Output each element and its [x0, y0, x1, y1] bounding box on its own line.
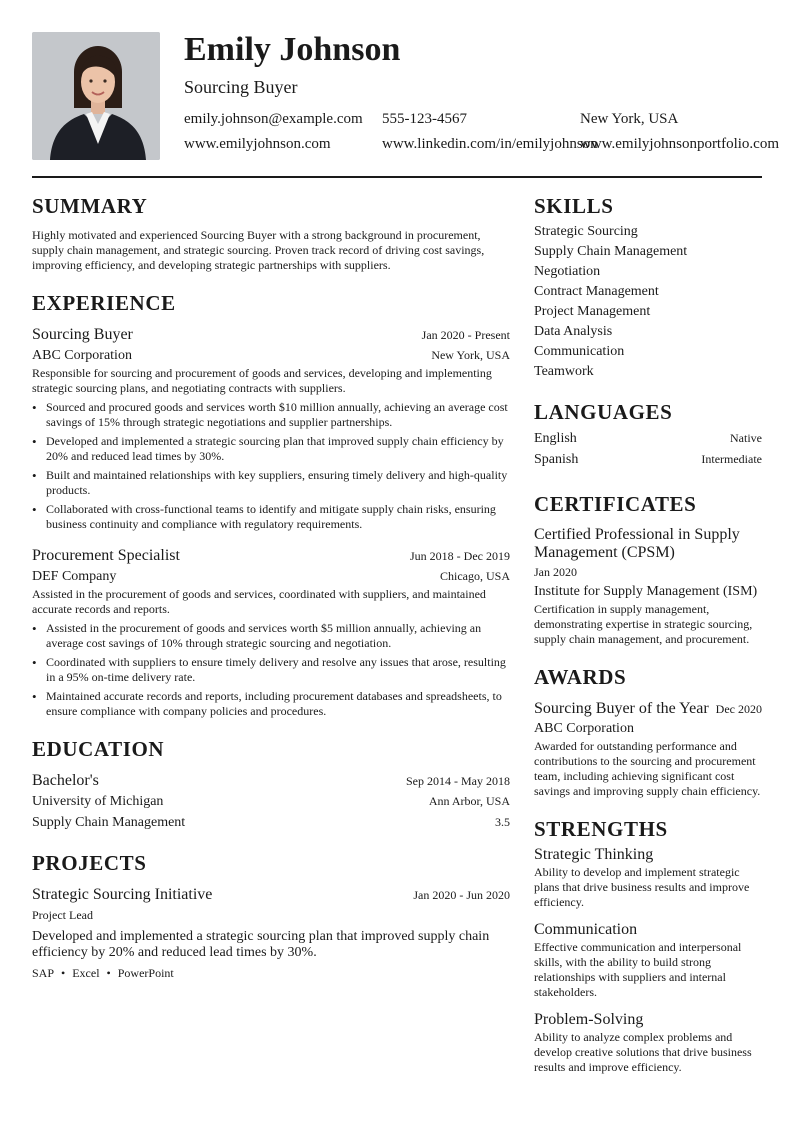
contact-email[interactable]: emily.johnson@example.com: [184, 111, 363, 127]
strength-item: [534, 1010, 762, 1075]
tool-separator: •: [61, 966, 66, 980]
award-description: Awarded for outstanding performance and contributions to the sourcing and procurement team, including achieving significant cost savings and improving supply chain efficiency.: [534, 739, 761, 798]
language-name: English: [534, 431, 577, 446]
awards-section: [534, 663, 762, 799]
awards-heading: AWARDS: [534, 665, 627, 689]
strength-name: Problem-Solving: [534, 1011, 644, 1028]
award-date: Dec 2020: [715, 702, 762, 716]
tool-tag: Excel: [72, 966, 100, 980]
skills-heading: SKILLS: [534, 194, 614, 218]
education-location: Ann Arbor, USA: [428, 794, 510, 808]
certificates-heading: CERTIFICATES: [534, 492, 697, 516]
job-role: Sourcing Buyer: [32, 326, 133, 343]
contact-website[interactable]: www.emilyjohnson.com: [184, 136, 331, 152]
experience-entry: [32, 325, 510, 532]
experience-section: [32, 289, 510, 719]
strength-item: [534, 920, 762, 1000]
skills-section: [534, 192, 762, 382]
languages-section: [534, 398, 762, 470]
job-dates: Jan 2020 - Present: [421, 328, 510, 342]
certificate-issuer: Institute for Supply Management (ISM): [534, 584, 758, 599]
projects-section: [32, 849, 510, 981]
strengths-heading: STRENGTHS: [534, 817, 668, 841]
skill-item: Communication: [534, 344, 625, 359]
skill-item: Strategic Sourcing: [534, 224, 638, 239]
achievement-item: • Sourced and procured goods and services worth $10 million annually, achieving an average cost savings of 15% through strategic negotiations and supplier partnerships.: [32, 400, 510, 430]
tool-separator: •: [106, 966, 111, 980]
contact-location: New York, USA: [580, 111, 679, 127]
certificate-date: Jan 2020: [534, 565, 577, 579]
strength-name: Communication: [534, 921, 638, 938]
project-role: Project Lead: [32, 908, 93, 922]
projects-heading: PROJECTS: [32, 851, 147, 875]
job-achievements: [32, 621, 510, 719]
strength-description: Effective communication and interpersonal skills, with the ability to build strong relationships with suppliers and internal stakeholders.: [534, 940, 742, 999]
tool-tag: PowerPoint: [117, 966, 174, 980]
skill-item: Data Analysis: [534, 324, 613, 339]
strength-description: Ability to develop and implement strategic plans that drive business results and improve efficiency.: [534, 865, 750, 909]
award-name: Sourcing Buyer of the Year: [534, 700, 709, 717]
education-dates: Sep 2014 - May 2018: [406, 774, 510, 788]
job-location: Chicago, USA: [440, 569, 510, 583]
job-company: DEF Company: [32, 569, 117, 584]
candidate-name: Emily Johnson: [184, 31, 401, 68]
job-role: Procurement Specialist: [32, 547, 180, 564]
education-heading: EDUCATION: [32, 737, 165, 761]
summary-section: [32, 192, 510, 273]
language-item: [534, 428, 762, 449]
education-field: Supply Chain Management: [32, 815, 186, 830]
profile-photo: [32, 32, 160, 160]
certificates-section: [534, 490, 762, 647]
summary-heading: SUMMARY: [32, 194, 148, 218]
project-name: Strategic Sourcing Initiative: [32, 886, 213, 903]
achievement-item: • Collaborated with cross-functional teams to identify and mitigate supply chain risks, ensuring business continuity and compliance with regulatory requirements.: [32, 502, 510, 532]
language-level: Native: [730, 431, 762, 445]
contact-linkedin[interactable]: www.linkedin.com/in/emilyjohnson: [382, 136, 598, 152]
project-description: Developed and implemented a strategic sourcing plan that improved supply chain efficiency by 20% and reduced lead times by 30%.: [32, 929, 490, 960]
left-column: [32, 192, 510, 997]
education-school: University of Michigan: [32, 794, 164, 809]
achievement-item: • Built and maintained relationships with key suppliers, ensuring timely delivery and high-quality products.: [32, 468, 510, 498]
strength-description: Ability to analyze complex problems and develop creative solutions that drive business results and improve efficiency.: [534, 1030, 752, 1074]
education-section: [32, 735, 510, 833]
profile-photo-illustration: [32, 32, 160, 160]
language-level: Intermediate: [701, 452, 762, 466]
language-item: [534, 449, 762, 470]
award-issuer: ABC Corporation: [534, 721, 634, 736]
job-description: Responsible for sourcing and procurement of goods and services, developing and implementing strategic sourcing plans, and negotiating contracts with suppliers.: [32, 366, 492, 395]
job-company: ABC Corporation: [32, 348, 132, 363]
strengths-section: [534, 815, 762, 1075]
job-description: Assisted in the procurement of goods and services, coordinated with suppliers, and maintained accurate records and reports.: [32, 587, 486, 616]
job-location: New York, USA: [431, 348, 510, 362]
languages-heading: LANGUAGES: [534, 400, 673, 424]
tool-tag: SAP: [32, 966, 55, 980]
contact-portfolio[interactable]: www.emilyjohnsonportfolio.com: [580, 136, 780, 152]
right-column: [534, 192, 762, 1091]
skill-item: Project Management: [534, 304, 651, 319]
achievement-item: • Coordinated with suppliers to ensure timely delivery and resolve any issues that arose, resulting in a 95% on-time delivery rate.: [32, 655, 510, 685]
education-degree: Bachelor's: [32, 772, 99, 789]
achievement-item: • Maintained accurate records and reports, including procurement databases and spreadsheets, to ensure compliance with company policies and procedures.: [32, 689, 510, 719]
skill-item: Contract Management: [534, 284, 659, 299]
job-achievements: [32, 400, 510, 532]
summary-text: Highly motivated and experienced Sourcing Buyer with a strong background in procurement, supply chain management, and strategic sourcing. Proven track record of driving cost savings, improving efficiency, and developing strategic partnerships with suppliers.: [32, 228, 485, 272]
header-divider: [32, 176, 762, 178]
experience-heading: EXPERIENCE: [32, 291, 176, 315]
experience-entry: [32, 546, 510, 719]
candidate-title: Sourcing Buyer: [184, 77, 298, 97]
skill-item: Teamwork: [534, 364, 594, 379]
strength-item: [534, 845, 762, 910]
strength-name: Strategic Thinking: [534, 846, 654, 863]
certificate-name: Certified Professional in Supply Management (CPSM): [534, 526, 740, 561]
education-gpa: 3.5: [495, 815, 510, 829]
achievement-item: • Developed and implemented a strategic sourcing plan that improved supply chain efficiency by 20% and reduced lead times by 30%.: [32, 434, 510, 464]
project-dates: Jan 2020 - Jun 2020: [413, 888, 510, 902]
language-name: Spanish: [534, 452, 579, 467]
project-tools: [32, 965, 510, 981]
achievement-item: • Assisted in the procurement of goods and services worth $5 million annually, achieving an average cost savings of 10% through strategic sourcing and negotiation.: [32, 621, 510, 651]
skill-item: Supply Chain Management: [534, 244, 688, 259]
skill-item: Negotiation: [534, 264, 601, 279]
contact-phone[interactable]: 555-123-4567: [382, 111, 467, 127]
certificate-description: Certification in supply management, demonstrating expertise in strategic sourcing, supply chain management, and procurement.: [534, 602, 753, 646]
job-dates: Jun 2018 - Dec 2019: [410, 549, 510, 563]
